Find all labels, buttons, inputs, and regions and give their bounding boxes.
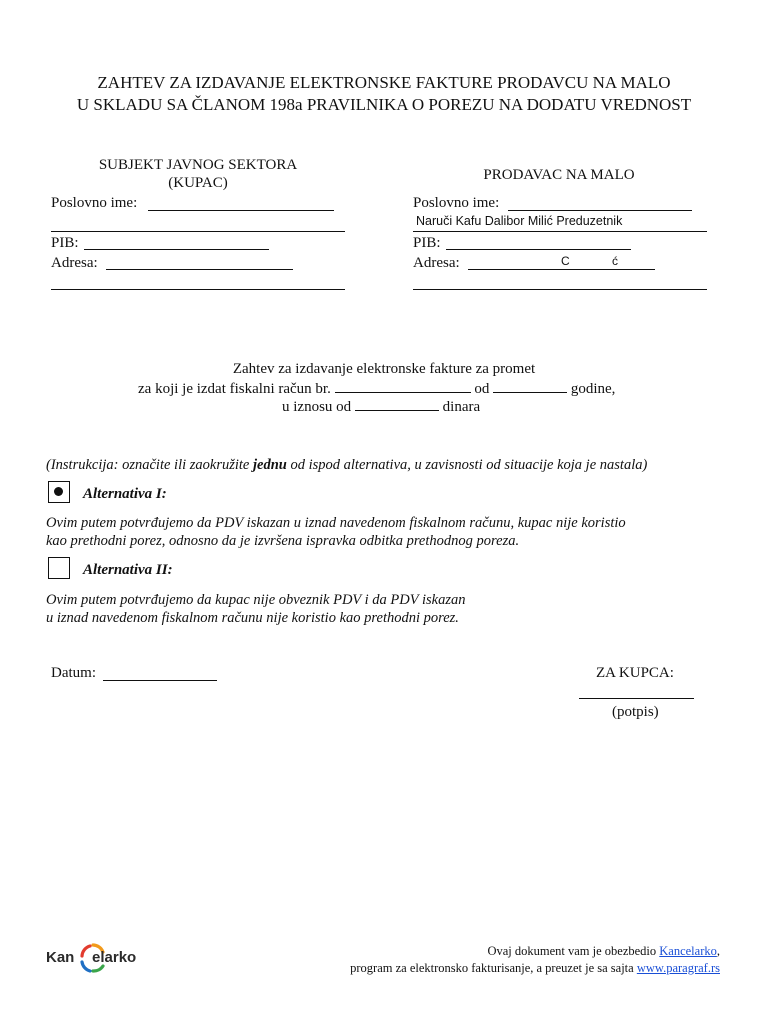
request-year-label: godine, <box>570 381 616 397</box>
alternative2-text-line1: Ovim putem potvrđujemo da kupac nije obveznik PDV i da PDV iskazan <box>46 592 466 608</box>
seller-address-field[interactable] <box>468 269 655 270</box>
logo-text-end: elarko <box>92 949 137 966</box>
amount-field[interactable] <box>355 396 439 411</box>
instruction-before: (Instrukcija: označite ili zaokružite <box>46 457 253 473</box>
footer-line1 <box>487 943 720 959</box>
date-field[interactable] <box>103 680 217 681</box>
footer-line2-text: program za elektronsko fakturisanje, a preuzet je sa sajta <box>350 961 637 975</box>
alternative2-checkbox[interactable] <box>48 557 70 579</box>
receipt-date-field[interactable] <box>493 378 567 393</box>
alternative2-label: Alternativa II: <box>83 562 173 578</box>
buyer-pib-label: PIB: <box>51 235 79 251</box>
alternative1-text-line1: Ovim putem potvrđujemo da PDV iskazan u iznad navedenom fiskalnom računu, kupac nije koristio <box>46 515 626 531</box>
checkbox-checked-dot-icon <box>54 487 63 496</box>
footer-line1-text: Ovaj dokument vam je obezbedio <box>487 944 660 958</box>
buyer-address-label: Adresa: <box>51 255 98 271</box>
buyer-address-field[interactable] <box>106 269 293 270</box>
alternative2-text-line2: u iznad navedenom fiskalnom računu nije koristio kao prethodni porez. <box>46 610 459 626</box>
seller-address-field-2[interactable] <box>413 289 707 290</box>
request-line1: Zahtev za izdavanje elektronske fakture za promet <box>232 361 536 377</box>
footer-line1-end: , <box>716 944 720 958</box>
seller-name-field[interactable] <box>508 210 692 211</box>
seller-name-value: Naruči Kafu Dalibor Milić Preduzetnik <box>416 214 623 228</box>
seller-pib-label: PIB: <box>413 235 441 251</box>
seller-address-label: Adresa: <box>413 255 460 271</box>
receipt-number-field[interactable] <box>335 378 471 393</box>
buyer-name-field-2[interactable] <box>51 231 345 232</box>
buyer-heading-sub: (KUPAC) <box>168 175 228 191</box>
paragraf-link[interactable]: www.paragraf.rs <box>636 961 720 975</box>
buyer-address-field-2[interactable] <box>51 289 345 290</box>
request-date-label: od <box>474 381 490 397</box>
date-label: Datum: <box>51 665 96 681</box>
logo-text-start: Kan <box>46 949 75 966</box>
request-receipt-label: za koji je izdat fiskalni račun br. <box>138 381 331 397</box>
document-title-line2: U SKLADU SA ČLANOM 198a PRAVILNIKA O POREZU NA DODATU VREDNOST <box>76 95 692 114</box>
alternative1-label: Alternativa I: <box>83 486 167 502</box>
buyer-name-label: Poslovno ime: <box>51 195 138 211</box>
instruction-text <box>46 456 647 474</box>
seller-name-field-2[interactable] <box>413 231 707 232</box>
buyer-name-field[interactable] <box>148 210 334 211</box>
seller-heading: PRODAVAC NA MALO <box>483 167 635 183</box>
buyer-signature-label: ZA KUPCA: <box>596 665 674 681</box>
seller-address-value-1: C <box>561 254 570 268</box>
instruction-after: od ispod alternativa, u zavisnosti od situacije koja je nastala) <box>286 457 648 473</box>
seller-pib-field[interactable] <box>446 249 631 250</box>
instruction-bold: jednu <box>253 457 287 473</box>
request-amount-label: u iznosu od <box>282 399 352 415</box>
buyer-heading: SUBJEKT JAVNOG SEKTORA <box>98 157 298 173</box>
request-line2 <box>138 378 615 398</box>
signature-field[interactable] <box>579 698 694 699</box>
seller-name-label: Poslovno ime: <box>413 195 500 211</box>
alternative1-checkbox[interactable] <box>48 481 70 503</box>
request-line3 <box>282 396 480 416</box>
kancelarko-link[interactable]: Kancelarko <box>659 944 717 958</box>
request-currency-label: dinara <box>442 399 481 415</box>
seller-address-value-2: ć <box>612 254 618 268</box>
buyer-pib-field[interactable] <box>84 249 269 250</box>
signature-caption: (potpis) <box>612 704 659 720</box>
document-title-line1: ZAHTEV ZA IZDAVANJE ELEKTRONSKE FAKTURE PRODAVCU NA MALO <box>97 73 671 92</box>
alternative1-text-line2: kao prethodni porez, odnosno da je izvršena ispravka odbitka prethodnog poreza. <box>46 533 520 549</box>
footer-line2 <box>350 960 720 976</box>
kancelarko-logo[interactable] <box>46 936 142 980</box>
